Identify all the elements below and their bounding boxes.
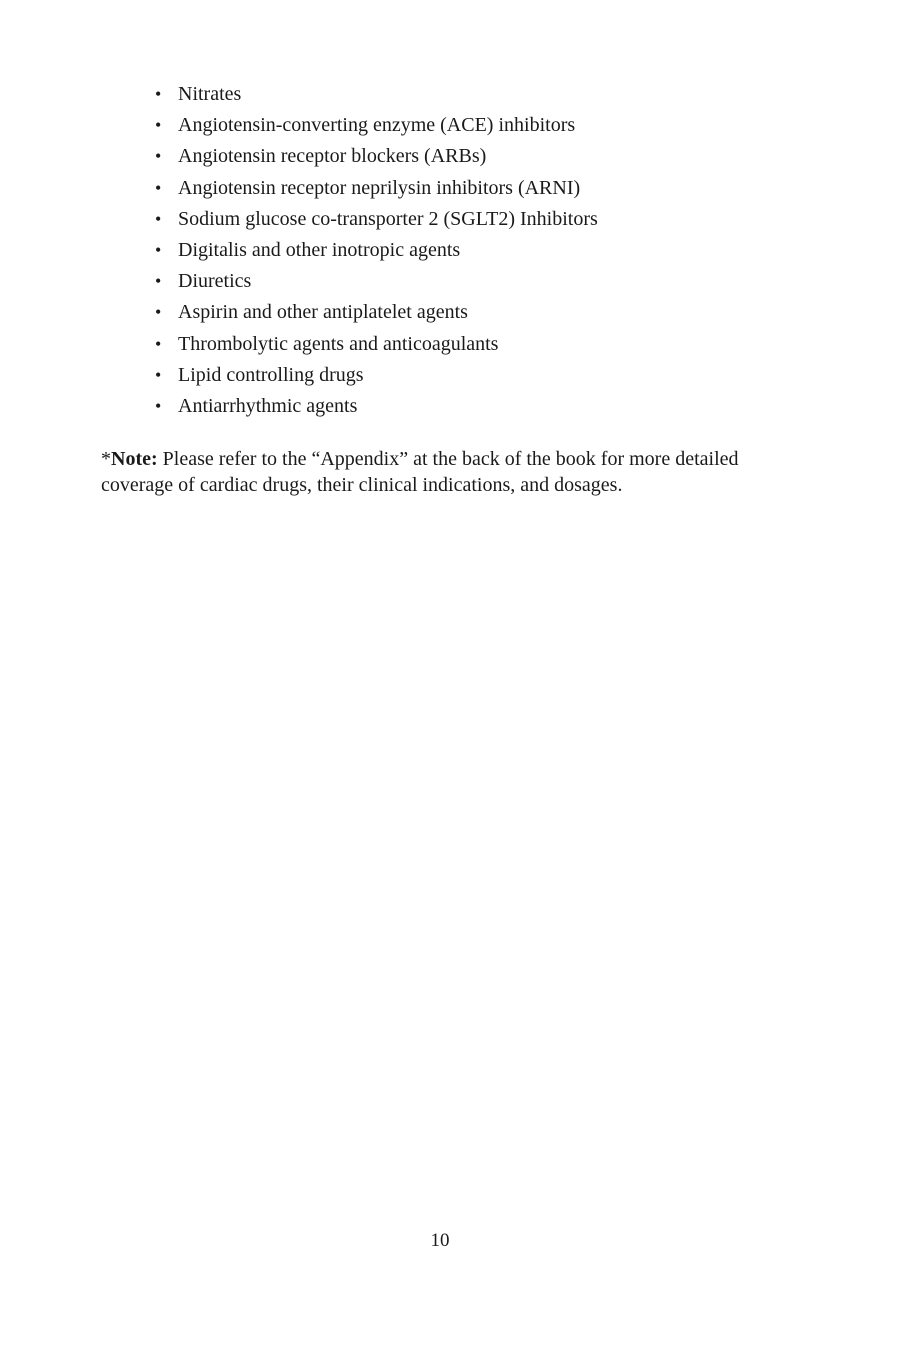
bullet-icon: • [155,240,162,261]
list-item [155,235,598,266]
list-item-text: Lipid controlling drugs [178,363,364,386]
bullet-icon: • [155,84,162,104]
bullet-icon: • [155,146,162,167]
note-body: Please refer to the “Appendix” at the back of the book for more detailed coverage of cardiac drugs, their clinical indications, and dosages. [101,448,739,496]
bullet-icon: • [155,115,162,136]
list-item-text: Angiotensin-converting enzyme (ACE) inhibitors [178,114,576,137]
list-item [155,173,598,204]
list-item [155,141,598,172]
list-item [155,79,598,110]
list-item-text: Antiarrhythmic agents [178,395,358,418]
list-item [155,329,598,360]
bullet-icon: • [155,333,162,354]
bullet-icon: • [155,364,162,385]
list-item-text: Angiotensin receptor neprilysin inhibitors (ARNI) [178,176,581,199]
list-item-text: Diuretics [178,270,252,293]
list-item [155,266,598,297]
page-number: 10 [430,1230,450,1251]
note-paragraph [101,446,793,498]
bullet-icon: • [155,208,162,229]
bullet-icon: • [155,177,162,198]
list-item-text: Sodium glucose co-transporter 2 (SGLT2) Inhibitors [178,207,598,230]
list-item-text: Thrombolytic agents and anticoagulants [178,332,499,355]
list-item-text: Nitrates [178,83,242,105]
list-item-text: Angiotensin receptor blockers (ARBs) [178,145,487,168]
list-item [155,391,598,422]
list-item [155,297,598,328]
bullet-icon: • [155,302,162,323]
note-label: Note: [111,448,158,470]
list-item [155,204,598,235]
list-item [155,360,598,391]
cardiac-drug-list [155,79,598,422]
bullet-icon: • [155,396,162,417]
list-item [155,110,598,141]
note-asterisk: * [101,448,111,470]
list-item-text: Aspirin and other antiplatelet agents [178,301,468,324]
bullet-icon: • [155,271,162,292]
list-item-text: Digitalis and other inotropic agents [178,239,461,262]
